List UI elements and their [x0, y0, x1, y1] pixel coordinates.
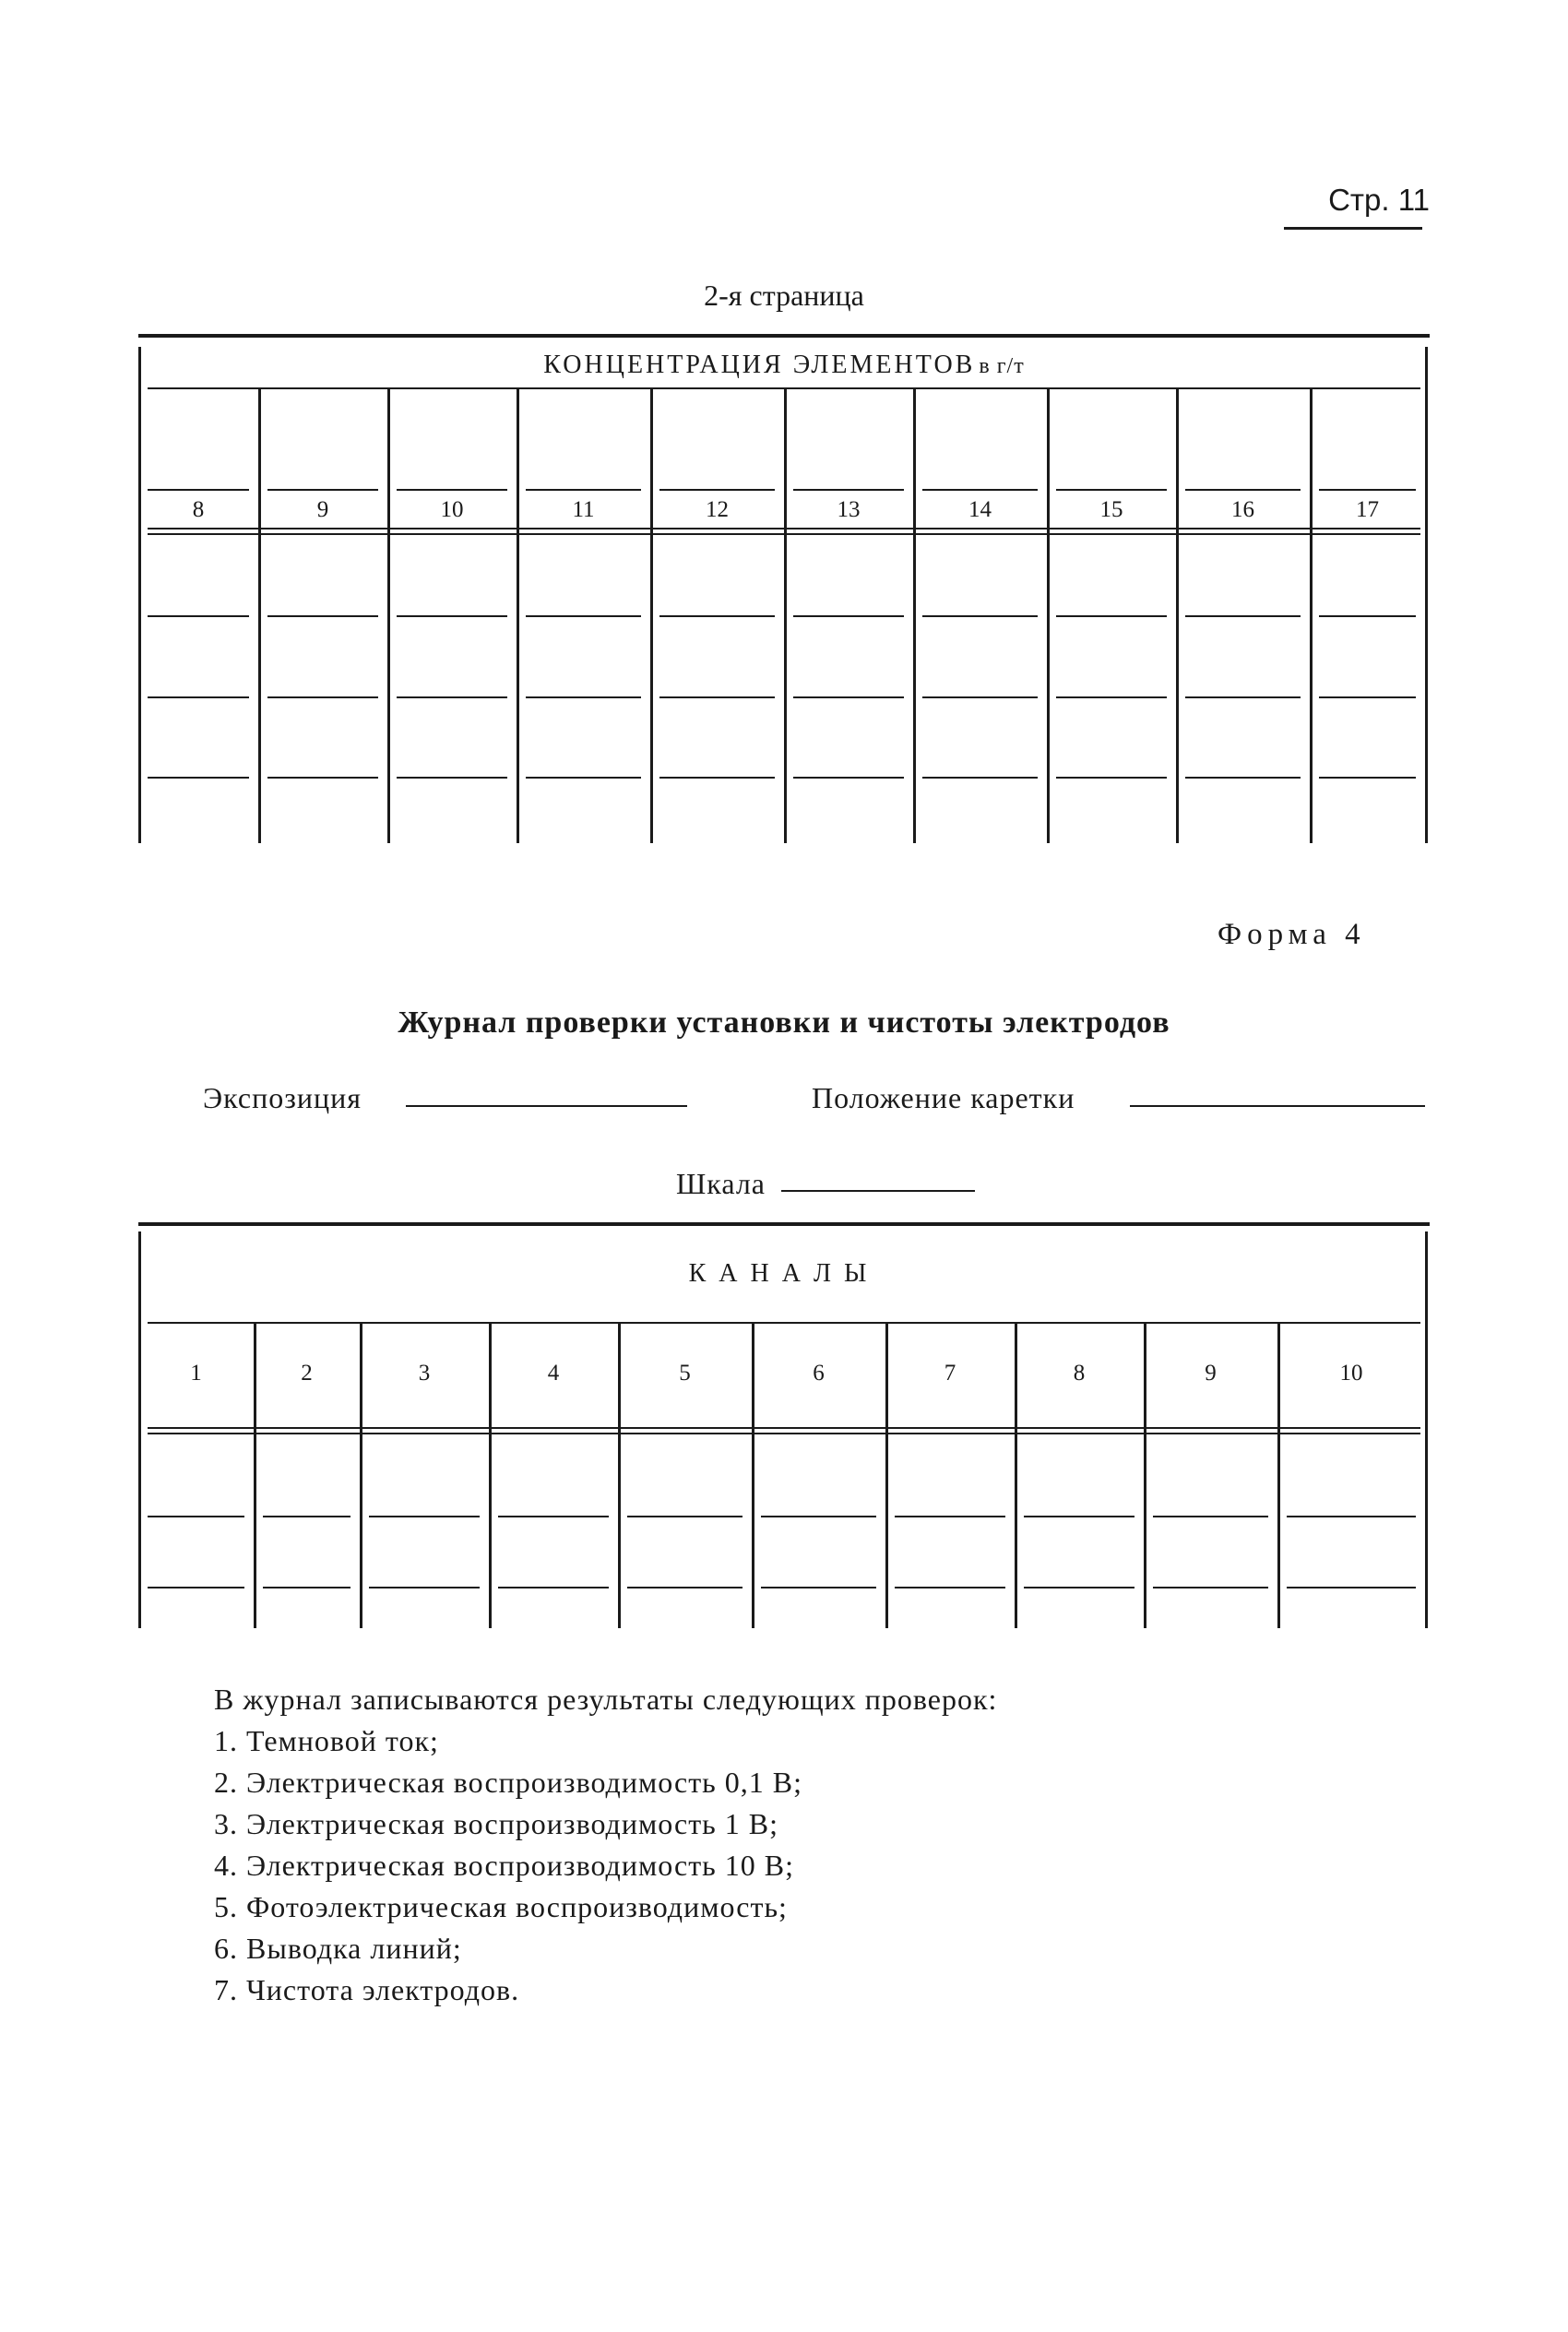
data-cell-blank[interactable] [659, 777, 775, 779]
column-divider [1047, 389, 1050, 843]
double-rule-top [148, 528, 1420, 529]
data-cell-blank[interactable] [1185, 615, 1301, 617]
column-number: 15 [1099, 497, 1123, 522]
double-rule-bottom [148, 533, 1420, 535]
column-number: 17 [1356, 497, 1379, 522]
data-cell-blank[interactable] [369, 1587, 480, 1588]
column-number: 16 [1231, 497, 1254, 522]
data-cell-blank[interactable] [267, 615, 378, 617]
list-item: 2. Электрическая воспроизводимость 0,1 В; [214, 1766, 802, 1799]
concentration-table [138, 334, 1430, 851]
list-item: 5. Фотоэлектрическая воспроизводимость; [214, 1890, 788, 1923]
column-number: 6 [813, 1361, 825, 1386]
table-right-border [1425, 1231, 1428, 1628]
data-cell-blank[interactable] [895, 1516, 1005, 1517]
data-cell-blank[interactable] [1185, 777, 1301, 779]
channels-title: КАНАЛЫ [688, 1259, 880, 1288]
concentration-header [138, 351, 1430, 380]
column-number: 7 [944, 1361, 956, 1386]
page-number-underline [1284, 227, 1422, 230]
table-left-border [138, 347, 141, 843]
carriage-blank[interactable] [1130, 1105, 1425, 1107]
column-divider [517, 389, 519, 843]
data-cell-blank[interactable] [1056, 696, 1167, 698]
data-cell-blank[interactable] [148, 696, 249, 698]
header-cell-blank[interactable] [1185, 489, 1301, 491]
data-cell-blank[interactable] [526, 615, 641, 617]
column-divider [650, 389, 653, 843]
column-number: 14 [968, 497, 992, 522]
data-cell-blank[interactable] [148, 1516, 244, 1517]
table-left-border [138, 1231, 141, 1628]
column-number: 9 [316, 497, 329, 522]
table-right-border [1425, 347, 1428, 843]
data-cell-blank[interactable] [397, 615, 507, 617]
column-divider [913, 389, 916, 843]
notes-list [214, 1679, 997, 2011]
column-number: 10 [440, 497, 464, 522]
table-top-rule [138, 334, 1430, 338]
data-cell-blank[interactable] [267, 777, 378, 779]
column-number: 8 [192, 497, 205, 522]
data-cell-blank[interactable] [1056, 777, 1167, 779]
data-cell-blank[interactable] [263, 1516, 350, 1517]
data-cell-blank[interactable] [1287, 1587, 1416, 1588]
column-divider [258, 389, 261, 843]
data-cell-blank[interactable] [498, 1587, 609, 1588]
data-cell-blank[interactable] [1319, 696, 1416, 698]
column-number: 5 [679, 1361, 691, 1386]
header-cell-blank[interactable] [922, 489, 1038, 491]
data-cell-blank[interactable] [1056, 615, 1167, 617]
exposure-blank[interactable] [406, 1105, 687, 1107]
double-rule-top [148, 1427, 1420, 1429]
header-cell-blank[interactable] [267, 489, 378, 491]
page2-caption: 2-я страница [704, 279, 864, 312]
data-cell-blank[interactable] [895, 1587, 1005, 1588]
column-number: 9 [1205, 1361, 1217, 1386]
column-number: 8 [1073, 1361, 1086, 1386]
column-divider [1310, 389, 1313, 843]
column-number: 1 [190, 1361, 202, 1386]
notes-intro: В журнал записываются результаты следующих проверок: [214, 1683, 998, 1716]
data-cell-blank[interactable] [1153, 1516, 1268, 1517]
form-label: Форма 4 [1218, 918, 1366, 951]
data-cell-blank[interactable] [922, 615, 1038, 617]
data-cell-blank[interactable] [1287, 1516, 1416, 1517]
data-cell-blank[interactable] [1319, 615, 1416, 617]
data-cell-blank[interactable] [922, 696, 1038, 698]
data-cell-blank[interactable] [369, 1516, 480, 1517]
data-cell-blank[interactable] [526, 696, 641, 698]
data-cell-blank[interactable] [1185, 696, 1301, 698]
column-divider [387, 389, 390, 843]
header-cell-blank[interactable] [793, 489, 904, 491]
data-cell-blank[interactable] [397, 696, 507, 698]
carriage-label: Положение каретки [812, 1081, 1075, 1114]
journal-title: Журнал проверки установки и чистоты электродов [398, 1005, 1170, 1040]
column-divider [784, 389, 787, 843]
header-cell-blank[interactable] [148, 489, 249, 491]
data-cell-blank[interactable] [498, 1516, 609, 1517]
list-item: 4. Электрическая воспроизводимость 10 В; [214, 1849, 794, 1882]
scale-blank[interactable] [781, 1190, 975, 1192]
header-cell-blank[interactable] [526, 489, 641, 491]
concentration-unit: в г/т [979, 354, 1025, 378]
header-rule [148, 1322, 1420, 1324]
column-number: 12 [706, 497, 729, 522]
data-cell-blank[interactable] [1024, 1587, 1134, 1588]
channels-table [138, 1222, 1430, 1637]
header-cell-blank[interactable] [1056, 489, 1167, 491]
data-cell-blank[interactable] [627, 1587, 742, 1588]
data-cell-blank[interactable] [526, 777, 641, 779]
data-cell-blank[interactable] [1024, 1516, 1134, 1517]
data-cell-blank[interactable] [148, 615, 249, 617]
column-number: 4 [547, 1361, 560, 1386]
data-cell-blank[interactable] [793, 615, 904, 617]
data-cell-blank[interactable] [1153, 1587, 1268, 1588]
header-cell-blank[interactable] [1319, 489, 1416, 491]
data-cell-blank[interactable] [263, 1587, 350, 1588]
list-item: 6. Выводка линий; [214, 1932, 462, 1965]
data-cell-blank[interactable] [659, 696, 775, 698]
double-rule-bottom [148, 1433, 1420, 1434]
column-number: 10 [1339, 1361, 1363, 1386]
data-cell-blank[interactable] [659, 615, 775, 617]
list-item: 3. Электрическая воспроизводимость 1 В; [214, 1807, 778, 1840]
header-cell-blank[interactable] [659, 489, 775, 491]
data-cell-blank[interactable] [793, 777, 904, 779]
table-top-rule [138, 1222, 1430, 1226]
column-number: 13 [837, 497, 861, 522]
data-cell-blank[interactable] [761, 1587, 876, 1588]
data-cell-blank[interactable] [1319, 777, 1416, 779]
column-number: 3 [418, 1361, 431, 1386]
data-cell-blank[interactable] [267, 696, 378, 698]
data-cell-blank[interactable] [793, 696, 904, 698]
data-cell-blank[interactable] [397, 777, 507, 779]
concentration-title: КОНЦЕНТРАЦИЯ ЭЛЕМЕНТОВ [543, 351, 976, 379]
list-item: 1. Темновой ток; [214, 1724, 439, 1757]
data-cell-blank[interactable] [148, 1587, 244, 1588]
page-number: Стр. 11 [1328, 183, 1430, 217]
scale-label: Шкала [676, 1167, 766, 1200]
column-number: 11 [572, 497, 595, 522]
column-number: 2 [301, 1361, 313, 1386]
data-cell-blank[interactable] [627, 1516, 742, 1517]
data-cell-blank[interactable] [148, 777, 249, 779]
data-cell-blank[interactable] [761, 1516, 876, 1517]
header-cell-blank[interactable] [397, 489, 507, 491]
exposure-label: Экспозиция [203, 1081, 362, 1114]
column-divider [1176, 389, 1179, 843]
data-cell-blank[interactable] [922, 777, 1038, 779]
list-item: 7. Чистота электродов. [214, 1973, 520, 2006]
